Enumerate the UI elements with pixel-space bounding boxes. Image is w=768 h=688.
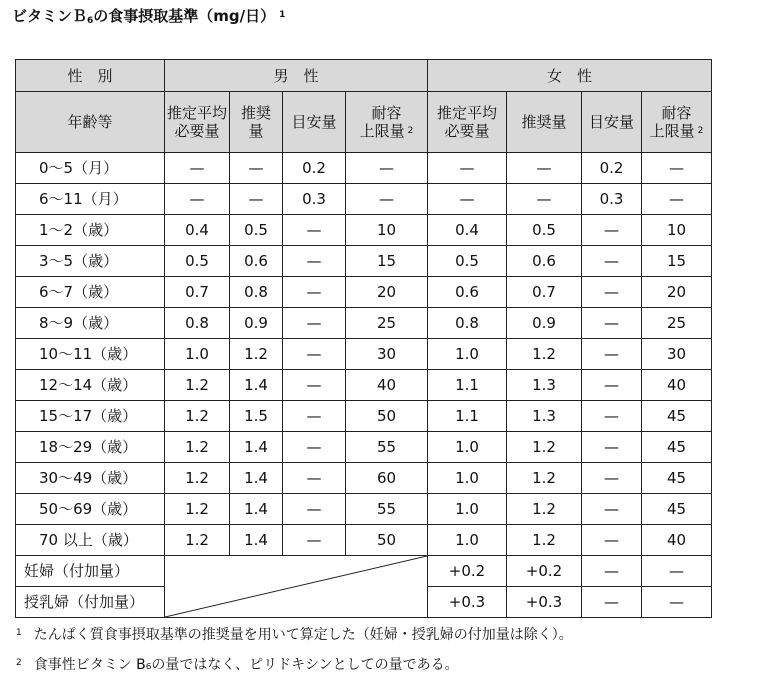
value-cell: 20 — [642, 277, 712, 308]
value-cell: — — [582, 370, 642, 401]
value-cell: 1.3 — [507, 370, 582, 401]
value-cell: 1.1 — [428, 370, 507, 401]
value-cell: — — [582, 463, 642, 494]
value-cell: 1.0 — [428, 432, 507, 463]
footnote — [16, 654, 573, 684]
age-cell: 15～17（歳） — [16, 401, 165, 432]
value-cell: — — [582, 494, 642, 525]
column-header-line1: 目安量 — [588, 113, 634, 131]
value-cell: 0.4 — [165, 215, 230, 246]
value-cell: — — [582, 339, 642, 370]
table-row — [16, 401, 712, 432]
age-cell: 6～11（月） — [16, 184, 165, 215]
footnote-ref: 2 — [697, 126, 704, 136]
footnote — [16, 624, 573, 654]
value-cell: 55 — [346, 432, 428, 463]
table-row — [16, 432, 712, 463]
column-header-line1: 耐容 — [371, 104, 402, 122]
age-cell: 6～7（歳） — [16, 277, 165, 308]
value-cell: 15 — [346, 246, 428, 277]
footnote-ref: 2 — [407, 126, 414, 136]
column-header — [346, 92, 428, 153]
value-cell: — — [642, 587, 712, 618]
value-cell: 1.5 — [230, 401, 283, 432]
value-cell: +0.2 — [507, 556, 582, 587]
column-header-line1: 目安量 — [291, 113, 337, 131]
value-cell: 1.0 — [428, 525, 507, 556]
column-header — [428, 92, 507, 153]
table-row — [16, 463, 712, 494]
intake-standards-table — [15, 59, 712, 618]
value-cell: 45 — [642, 494, 712, 525]
value-cell: — — [165, 184, 230, 215]
value-cell: 0.5 — [165, 246, 230, 277]
table-row — [16, 339, 712, 370]
age-cell: 12～14（歳） — [16, 370, 165, 401]
value-cell: — — [582, 246, 642, 277]
value-cell: — — [283, 432, 346, 463]
column-header-line2: 上限量 — [359, 122, 405, 140]
age-cell: 10～11（歳） — [16, 339, 165, 370]
column-header-line1: 推奨量 — [521, 113, 567, 131]
value-cell: — — [582, 277, 642, 308]
column-header-line2: 必要量 — [174, 122, 220, 140]
title-note-ref: 1 — [279, 10, 286, 20]
value-cell: — — [283, 370, 346, 401]
value-cell: 0.8 — [428, 308, 507, 339]
value-cell: — — [283, 277, 346, 308]
value-cell: 1.2 — [507, 494, 582, 525]
value-cell: 1.4 — [230, 432, 283, 463]
value-cell: 0.2 — [582, 153, 642, 184]
column-header — [283, 92, 346, 153]
column-header — [165, 92, 230, 153]
column-header — [582, 92, 642, 153]
value-cell: — — [507, 184, 582, 215]
value-cell: — — [346, 153, 428, 184]
age-cell: 18～29（歳） — [16, 432, 165, 463]
value-cell: 60 — [346, 463, 428, 494]
title-after: の食事摂取基準（mg/日） — [93, 7, 276, 25]
value-cell: — — [346, 184, 428, 215]
value-cell: 1.2 — [165, 432, 230, 463]
table-row — [16, 153, 712, 184]
column-header — [507, 92, 582, 153]
value-cell: 45 — [642, 401, 712, 432]
column-header-line1: 推奨 — [240, 104, 271, 122]
value-cell: 0.6 — [230, 246, 283, 277]
value-cell: 1.0 — [428, 494, 507, 525]
age-cell: 3～5（歳） — [16, 246, 165, 277]
column-header-line2: 量 — [248, 122, 264, 140]
value-cell: — — [642, 153, 712, 184]
value-cell: — — [582, 525, 642, 556]
age-cell: 50～69（歳） — [16, 494, 165, 525]
value-cell: — — [582, 401, 642, 432]
value-cell: 1.2 — [165, 401, 230, 432]
value-cell: — — [428, 184, 507, 215]
value-cell: 40 — [642, 370, 712, 401]
value-cell: 1.4 — [230, 494, 283, 525]
footnote-text: たんぱく質食事摂取基準の推奨量を用いて算定した（妊婦・授乳婦の付加量は除く）。 — [33, 627, 573, 643]
value-cell: — — [582, 556, 642, 587]
value-cell: 1.2 — [165, 370, 230, 401]
table-row — [16, 246, 712, 277]
value-cell: 1.2 — [507, 432, 582, 463]
male-header: 男 性 — [165, 60, 428, 92]
column-header-line2: 必要量 — [444, 122, 490, 140]
value-cell: +0.3 — [428, 587, 507, 618]
value-cell: — — [642, 556, 712, 587]
value-cell: — — [283, 525, 346, 556]
table-row — [16, 308, 712, 339]
value-cell: 1.1 — [428, 401, 507, 432]
column-header-line1: 推定平均 — [166, 104, 227, 122]
value-cell: 40 — [642, 525, 712, 556]
table-row — [16, 184, 712, 215]
title-main: ビタミンＢ — [12, 7, 88, 25]
value-cell: 0.6 — [507, 246, 582, 277]
value-cell: — — [283, 308, 346, 339]
age-cell: 妊婦（付加量） — [16, 556, 165, 587]
value-cell: 15 — [642, 246, 712, 277]
value-cell: 1.0 — [428, 339, 507, 370]
value-cell: 0.3 — [283, 184, 346, 215]
value-cell: 0.9 — [230, 308, 283, 339]
value-cell: 0.4 — [428, 215, 507, 246]
value-cell: — — [283, 494, 346, 525]
value-cell: 0.8 — [230, 277, 283, 308]
column-header — [642, 92, 712, 153]
age-cell: 30～49（歳） — [16, 463, 165, 494]
value-cell: — — [428, 153, 507, 184]
value-cell: 0.5 — [507, 215, 582, 246]
value-cell: — — [283, 339, 346, 370]
value-cell: — — [230, 184, 283, 215]
column-header-line2: 上限量 — [649, 122, 695, 140]
value-cell: 1.3 — [507, 401, 582, 432]
value-cell: — — [283, 463, 346, 494]
table-row — [16, 556, 712, 587]
value-cell: 45 — [642, 463, 712, 494]
not-applicable-cell — [165, 556, 428, 618]
value-cell: 0.8 — [165, 308, 230, 339]
value-cell: 1.2 — [165, 525, 230, 556]
value-cell: 20 — [346, 277, 428, 308]
table-row — [16, 494, 712, 525]
value-cell: 1.0 — [165, 339, 230, 370]
column-header-line1: 推定平均 — [436, 104, 497, 122]
value-cell: 0.7 — [507, 277, 582, 308]
value-cell: — — [507, 153, 582, 184]
page-title — [12, 5, 285, 26]
value-cell: 1.2 — [230, 339, 283, 370]
value-cell: 1.4 — [230, 525, 283, 556]
value-cell: — — [582, 587, 642, 618]
title-subscript: 6 — [87, 16, 94, 26]
table-row — [16, 525, 712, 556]
value-cell: 0.5 — [428, 246, 507, 277]
value-cell: 1.2 — [507, 525, 582, 556]
value-cell: 1.2 — [507, 463, 582, 494]
female-header: 女 性 — [428, 60, 712, 92]
value-cell: 1.0 — [428, 463, 507, 494]
value-cell: 0.3 — [582, 184, 642, 215]
value-cell: — — [582, 308, 642, 339]
value-cell: 25 — [346, 308, 428, 339]
value-cell: 0.5 — [230, 215, 283, 246]
value-cell: 55 — [346, 494, 428, 525]
value-cell: +0.3 — [507, 587, 582, 618]
table-row — [16, 370, 712, 401]
value-cell: 0.7 — [165, 277, 230, 308]
value-cell: 50 — [346, 525, 428, 556]
diagonal-line — [165, 556, 427, 617]
value-cell: — — [582, 432, 642, 463]
value-cell: 0.2 — [283, 153, 346, 184]
value-cell: — — [283, 246, 346, 277]
age-cell: 1～2（歳） — [16, 215, 165, 246]
value-cell: — — [230, 153, 283, 184]
age-cell: 授乳婦（付加量） — [16, 587, 165, 618]
column-header — [230, 92, 283, 153]
value-cell: 1.4 — [230, 370, 283, 401]
footnotes — [16, 624, 573, 684]
value-cell: — — [283, 401, 346, 432]
value-cell: 0.6 — [428, 277, 507, 308]
table-row — [16, 277, 712, 308]
value-cell: +0.2 — [428, 556, 507, 587]
value-cell: — — [283, 215, 346, 246]
value-cell: 1.4 — [230, 463, 283, 494]
value-cell: 25 — [642, 308, 712, 339]
value-cell: 30 — [346, 339, 428, 370]
sex-label: 性 別 — [16, 60, 165, 92]
value-cell: 0.9 — [507, 308, 582, 339]
value-cell: — — [165, 153, 230, 184]
value-cell: — — [642, 184, 712, 215]
footnote-mark: 2 — [16, 658, 22, 668]
value-cell: 45 — [642, 432, 712, 463]
value-cell: 10 — [642, 215, 712, 246]
age-label: 年齢等 — [16, 92, 165, 153]
value-cell: 1.2 — [507, 339, 582, 370]
value-cell: 50 — [346, 401, 428, 432]
column-header-line1: 耐容 — [661, 104, 692, 122]
value-cell: 40 — [346, 370, 428, 401]
value-cell: 1.2 — [165, 463, 230, 494]
value-cell: 1.2 — [165, 494, 230, 525]
footnote-text: 食事性ビタミン B₆の量ではなく、ピリドキシンとしての量である。 — [33, 657, 459, 673]
footnote-mark: 1 — [16, 628, 22, 638]
age-cell: 70 以上（歳） — [16, 525, 165, 556]
value-cell: 10 — [346, 215, 428, 246]
age-cell: 8～9（歳） — [16, 308, 165, 339]
value-cell: — — [582, 215, 642, 246]
table-row — [16, 215, 712, 246]
age-cell: 0～5（月） — [16, 153, 165, 184]
value-cell: 30 — [642, 339, 712, 370]
